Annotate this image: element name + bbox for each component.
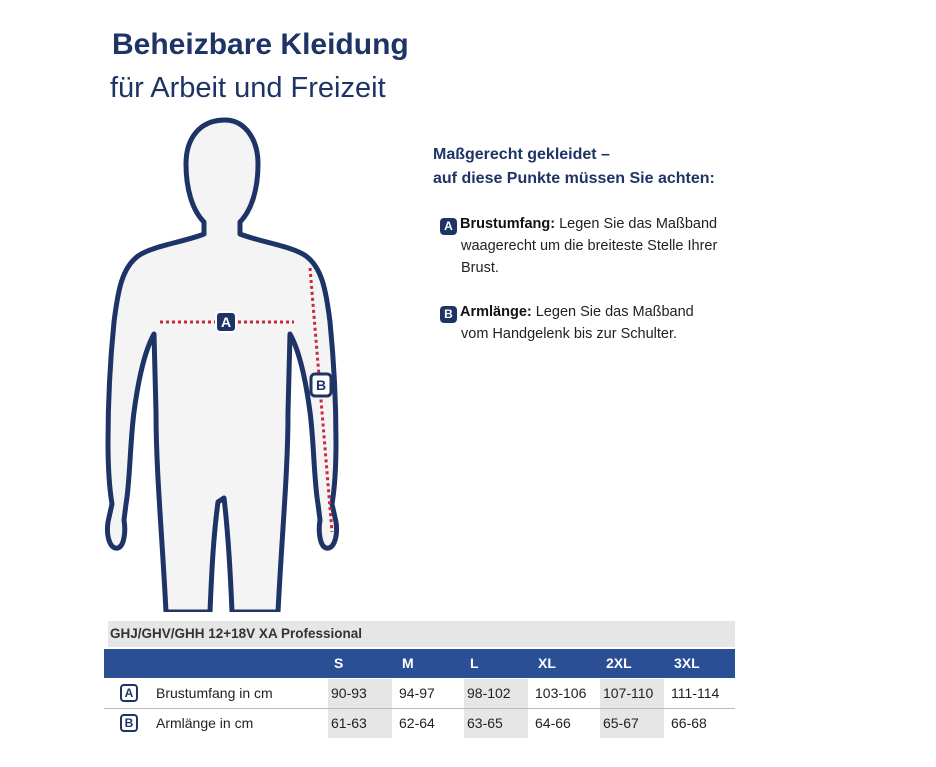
size-table-size-row [104,649,735,678]
point-a-line3: Brust. [461,260,499,276]
arm-cell-3xl: 66-68 [671,715,707,731]
guide-heading-line2: auf diese Punkte müssen Sie achten: [433,170,715,187]
chest-marker-a [216,312,236,332]
page-subtitle: für Arbeit und Freizeit [110,72,386,104]
arm-cell-xl: 64-66 [535,715,571,731]
table-row-arm [104,709,735,738]
point-a-term: Brustumfang: [460,216,556,232]
size-m: M [402,655,414,671]
guide-point-a [440,213,717,279]
body-outline [107,120,336,612]
chest-cell-m: 94-97 [399,685,435,701]
chest-cell-l: 98-102 [464,679,528,708]
chest-cell-xl: 103-106 [535,685,587,701]
point-b-term: Armlänge: [460,304,532,320]
point-b-line1: Legen Sie das Maßband [531,304,694,320]
row-label-chest: Brustumfang in cm [156,685,273,701]
size-3xl: 3XL [674,655,700,671]
arm-cell-2xl: 65-67 [600,709,664,738]
arm-cell-m: 62-64 [399,715,435,731]
body-silhouette-figure [100,112,380,612]
size-table-product-header: GHJ/GHV/GHH 12+18V XA Professional [108,621,735,647]
row-badge-a: A [120,684,138,702]
point-a-line1: Legen Sie das Maßband [555,216,718,232]
svg-text:B: B [315,377,327,393]
guide-point-b [440,301,694,345]
arm-marker-b [311,374,331,396]
size-s: S [334,655,344,671]
point-b-line2: vom Handgelenk bis zur Schulter. [461,326,677,342]
chest-cell-s: 90-93 [328,679,392,708]
row-badge-b: B [120,714,138,732]
chest-cell-3xl: 111-114 [671,685,720,701]
size-xl: XL [538,655,556,671]
size-l: L [470,655,479,671]
page-title: Beheizbare Kleidung [112,28,409,61]
badge-a: A [440,218,457,235]
table-row-chest [104,679,735,708]
svg-text:A: A [220,314,232,330]
point-a-line2: waagerecht um die breiteste Stelle Ihrer [461,238,718,254]
size-2xl: 2XL [606,655,632,671]
arm-cell-l: 63-65 [464,709,528,738]
measuring-guide-heading [433,143,715,191]
badge-b: B [440,306,457,323]
chest-cell-2xl: 107-110 [600,679,664,708]
arm-cell-s: 61-63 [328,709,392,738]
row-label-arm: Armlänge in cm [156,715,254,731]
guide-heading-line1: Maßgerecht gekleidet – [433,146,610,163]
